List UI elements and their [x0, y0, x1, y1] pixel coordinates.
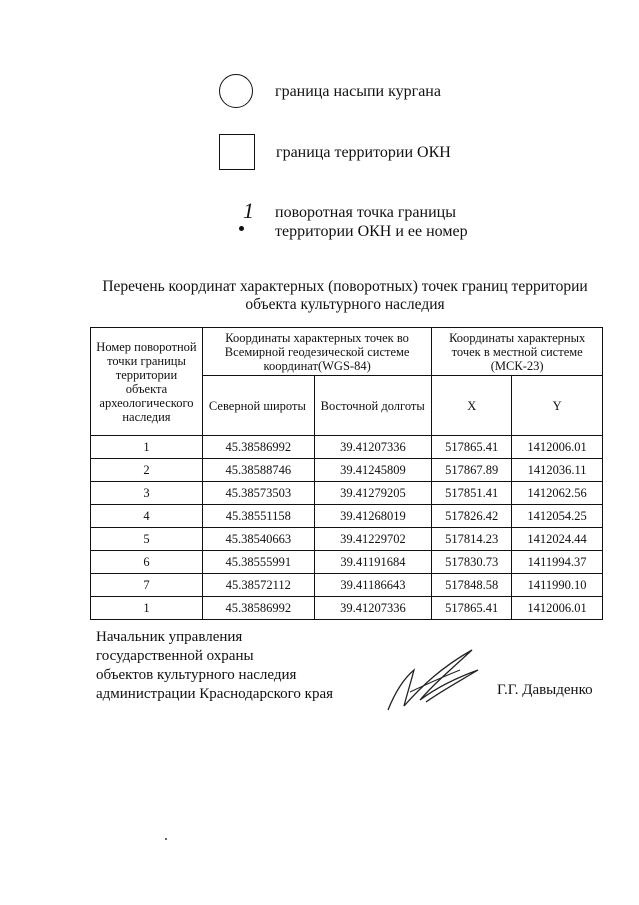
table-row: [91, 482, 603, 505]
table-row: [91, 528, 603, 551]
turning-point-icon: [233, 200, 263, 240]
square-symbol-icon: [219, 134, 255, 170]
header-x: X: [432, 376, 512, 436]
circle-symbol-icon: [219, 74, 253, 108]
cell-lon: 39.41229702: [314, 528, 432, 551]
signatory-line2: государственной охраны: [96, 648, 254, 664]
cell-number: 4: [91, 505, 203, 528]
cell-lon: 39.41191684: [314, 551, 432, 574]
cell-x: 517826.42: [432, 505, 512, 528]
heading-line1: Перечень координат характерных (поворотных) точек границ территории: [102, 278, 588, 295]
signatory-line1: Начальник управления: [96, 629, 243, 645]
table-row: [91, 505, 603, 528]
cell-x: 517851.41: [432, 482, 512, 505]
legend-point-line2: территории ОКН и ее номер: [275, 223, 468, 240]
coordinates-table: [90, 327, 603, 620]
cell-lat: 45.38588746: [202, 459, 314, 482]
cell-lat: 45.38586992: [202, 597, 314, 620]
cell-y: 1412006.01: [512, 436, 603, 459]
cell-number: 6: [91, 551, 203, 574]
cell-y: 1412024.44: [512, 528, 603, 551]
legend-point-line1: поворотная точка границы: [275, 204, 456, 221]
cell-lon: 39.41279205: [314, 482, 432, 505]
turning-point-number: 1: [243, 198, 254, 223]
cell-x: 517867.89: [432, 459, 512, 482]
legend-mound: [219, 74, 441, 108]
table-row: [91, 436, 603, 459]
table-row: [91, 597, 603, 620]
signatory-title: [96, 628, 333, 704]
cell-lon: 39.41186643: [314, 574, 432, 597]
table-row: [91, 574, 603, 597]
legend-mound-label: граница насыпи кургана: [275, 82, 441, 100]
scan-speck: [165, 838, 167, 840]
header-local: Координаты характерных точек в местной системе (МСК-23): [432, 328, 603, 376]
cell-lat: 45.38551158: [202, 505, 314, 528]
header-lon: Восточной долготы: [314, 376, 432, 436]
cell-lat: 45.38573503: [202, 482, 314, 505]
legend-point-label: [275, 203, 468, 241]
cell-y: 1412054.25: [512, 505, 603, 528]
cell-number: 1: [91, 597, 203, 620]
cell-number: 5: [91, 528, 203, 551]
signatory-line4: администрации Краснодарского края: [96, 686, 334, 702]
cell-y: 1412006.01: [512, 597, 603, 620]
handwritten-signature: [380, 640, 490, 715]
cell-y: 1411994.37: [512, 551, 603, 574]
cell-lat: 45.38555991: [202, 551, 314, 574]
cell-lat: 45.38572112: [202, 574, 314, 597]
cell-number: 2: [91, 459, 203, 482]
header-number: Номер поворотной точки границы территории объекта археологического наследия: [91, 328, 203, 436]
cell-x: 517830.73: [432, 551, 512, 574]
cell-lat: 45.38586992: [202, 436, 314, 459]
table-row: [91, 459, 603, 482]
cell-x: 517865.41: [432, 597, 512, 620]
cell-number: 1: [91, 436, 203, 459]
cell-number: 3: [91, 482, 203, 505]
heading-line2: объекта культурного наследия: [245, 296, 445, 313]
cell-x: 517848.58: [432, 574, 512, 597]
cell-lon: 39.41207336: [314, 436, 432, 459]
cell-number: 7: [91, 574, 203, 597]
header-y: Y: [512, 376, 603, 436]
header-lat: Северной широты: [202, 376, 314, 436]
table-heading: [60, 278, 630, 314]
cell-lon: 39.41268019: [314, 505, 432, 528]
signatory-name: Г.Г. Давыденко: [497, 682, 593, 698]
cell-lon: 39.41207336: [314, 597, 432, 620]
cell-y: 1412062.56: [512, 482, 603, 505]
cell-lon: 39.41245809: [314, 459, 432, 482]
cell-y: 1411990.10: [512, 574, 603, 597]
cell-x: 517865.41: [432, 436, 512, 459]
cell-lat: 45.38540663: [202, 528, 314, 551]
legend-point: [233, 200, 468, 241]
cell-y: 1412036.11: [512, 459, 603, 482]
table-row: [91, 551, 603, 574]
header-wgs: Координаты характерных точек во Всемирной геодезической системе координат(WGS-84): [202, 328, 431, 376]
signatory-line3: объектов культурного наследия: [96, 667, 297, 683]
legend-territory: [219, 134, 451, 170]
legend-territory-label: граница территории ОКН: [276, 143, 451, 161]
cell-x: 517814.23: [432, 528, 512, 551]
